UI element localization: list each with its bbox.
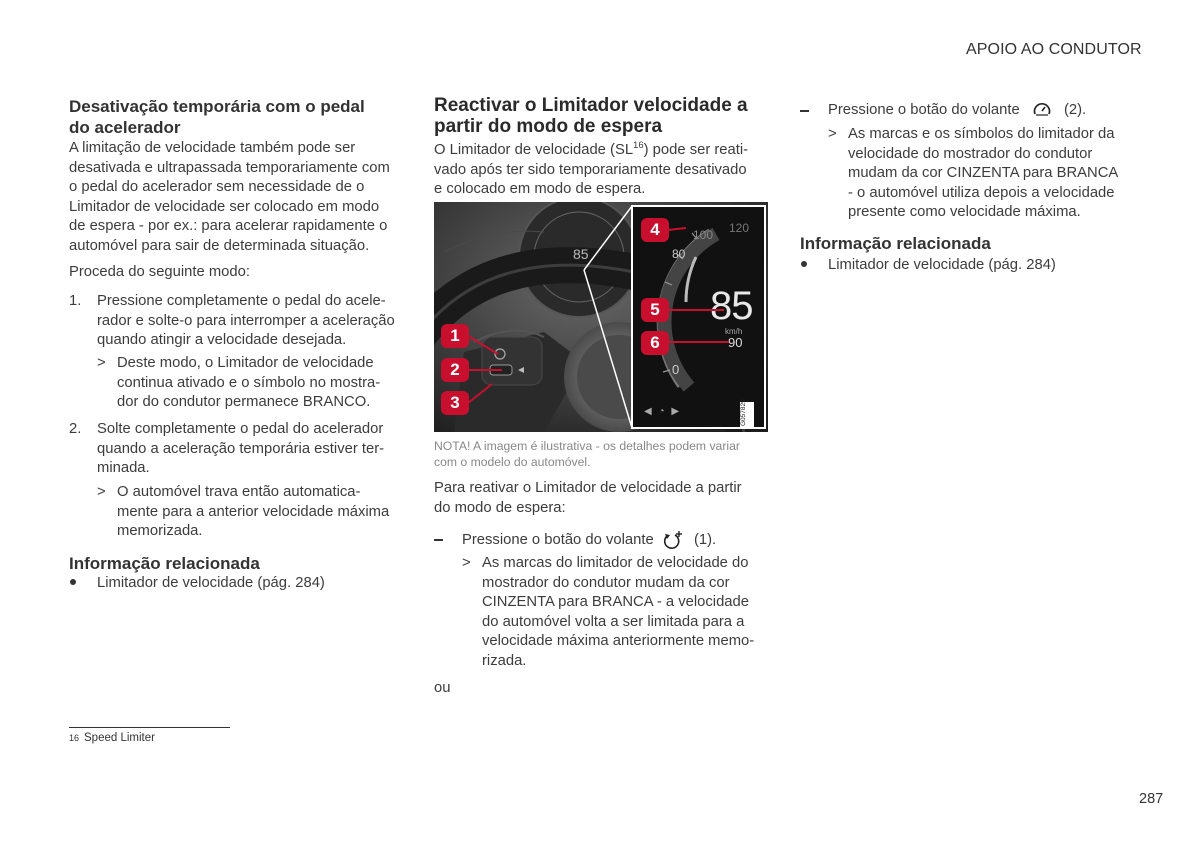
- text-line: desativada e ultrapassada temporariamente com: [69, 159, 390, 176]
- footnote: [69, 732, 155, 744]
- paragraph-intro: [69, 139, 404, 256]
- text-line: rizada.: [482, 652, 527, 669]
- scale-label-80: 80: [672, 247, 686, 261]
- paragraph-reactivate-intro: [434, 141, 770, 200]
- related-link-speed-limiter[interactable]: Limitador de velocidade (pág. 284): [828, 257, 1056, 273]
- text-line: - o automóvel utiliza depois a velocidade: [848, 184, 1115, 201]
- speed-readout: 85: [710, 284, 753, 328]
- text-line: dor do condutor permanece BRANCO.: [117, 394, 371, 410]
- footnote-text: Speed Limiter: [84, 732, 155, 744]
- result-marker: >: [828, 126, 837, 142]
- scale-label-90: 90: [728, 335, 743, 350]
- heading-line-1: Reactivar o Limitador velocidade a: [434, 95, 748, 116]
- arrow-left-icon: ◀: [644, 406, 652, 417]
- text-segment: Pressione o botão do volante: [462, 531, 654, 548]
- footnote-divider: [69, 727, 230, 728]
- text-line: mostrador do condutor mudam da cor: [482, 574, 730, 591]
- text-line: mente para a anterior velocidade máxima: [117, 503, 390, 520]
- text-line: presente como velocidade máxima.: [848, 204, 1081, 220]
- scale-label-100: 100: [693, 228, 714, 242]
- text-line: Pressione completamente o pedal do acele-: [97, 293, 386, 309]
- result-marker: >: [97, 484, 106, 500]
- related-link-speed-limiter[interactable]: Limitador de velocidade (pág. 284): [97, 575, 325, 591]
- or-text: ou: [434, 680, 451, 696]
- text-line: mudam da cor CINZENTA para BRANCA: [848, 165, 1119, 181]
- text-line: Deste modo, o Limitador de velocidade: [117, 355, 374, 371]
- result-marker: >: [97, 355, 106, 371]
- callout-4: 4: [641, 218, 669, 242]
- heading-line-2: partir do modo de espera: [434, 116, 663, 137]
- text-line: vado após ter sido temporariamente desativado: [434, 161, 747, 178]
- step-press-button-1: [462, 530, 762, 550]
- text-line: memorizada.: [117, 523, 203, 539]
- callout-lines: [434, 202, 768, 432]
- heading-accelerator-deactivation: [69, 96, 365, 138]
- section-title: APOIO AO CONDUTOR: [966, 41, 1142, 58]
- text-line: minada.: [97, 460, 150, 476]
- text-segment: Pressione o botão do volante: [828, 102, 1020, 118]
- callout-reference: (2).: [1063, 102, 1087, 118]
- text-line: Limitador de velocidade ser colocado em modo: [69, 198, 380, 215]
- text-line: quando a aceleração temporária estiver ter-: [97, 440, 385, 457]
- callout-6: 6: [641, 331, 669, 355]
- speed-limiter-icon: [1032, 101, 1052, 119]
- dash-marker: [800, 110, 809, 112]
- text-segment: ) pode ser reati-: [643, 142, 749, 158]
- text-line: NOTA! A imagem é ilustrativa - os detalhes podem variar: [434, 439, 740, 453]
- text-line: rador e solte-o para interromper a aceleração: [97, 312, 395, 329]
- bullet-icon: [801, 261, 807, 267]
- text-segment: O Limitador de velocidade (SL: [434, 142, 634, 158]
- scale-label-120: 120: [729, 221, 750, 235]
- text-line: o pedal do acelerador sem necessidade de o: [69, 179, 365, 195]
- text-line: CINZENTA para BRANCA - a velocidade: [482, 594, 749, 610]
- speed-unit: km/h: [725, 327, 743, 336]
- text-line: do modo de espera:: [434, 499, 566, 516]
- callout-2: 2: [441, 358, 469, 382]
- heading-line-1: Desativação temporária com o pedal: [69, 97, 365, 116]
- bullet-icon: [70, 579, 76, 585]
- cluster-speed-small: 85: [573, 246, 589, 262]
- scale-label-0: 0: [672, 362, 680, 377]
- text-line: Para reativar o Limitador de velocidade a partir: [434, 480, 742, 496]
- related-info-heading: Informação relacionada: [69, 554, 260, 573]
- text-line: automóvel para sair de determinada situação.: [69, 237, 370, 254]
- text-line: As marcas do limitador de velocidade do: [482, 555, 749, 571]
- callout-5: 5: [641, 298, 669, 322]
- paragraph-procedure: Proceda do seguinte modo:: [69, 264, 250, 280]
- resume-limiter-icon: [662, 530, 684, 550]
- page-number: 287: [1139, 791, 1164, 807]
- step-2-text: [97, 420, 407, 479]
- footnote-ref[interactable]: 16: [633, 140, 644, 152]
- heading-line-2: do acelerador: [69, 118, 181, 137]
- step-press-button-2-result: [848, 125, 1138, 223]
- text-line: Solte completamente o pedal do acelerador: [97, 421, 384, 437]
- text-line: quando atingir a velocidade desejada.: [97, 332, 347, 348]
- text-line: com o modelo do automóvel.: [434, 455, 591, 469]
- footnote-number: 16: [69, 733, 80, 743]
- step-2-result: [117, 483, 407, 542]
- heading-reactivate-limiter: [434, 95, 748, 137]
- text-line: e colocado em modo de espera.: [434, 181, 646, 197]
- text-line: As marcas e os símbolos do limitador da: [848, 126, 1115, 142]
- step-number: 2.: [69, 421, 82, 437]
- result-marker: >: [462, 555, 471, 571]
- text-line: velocidade do mostrador do condutor: [848, 145, 1093, 162]
- related-info-heading: Informação relacionada: [800, 234, 991, 253]
- step-1-text: [97, 292, 407, 351]
- ref-code: G057829: [740, 399, 747, 426]
- speed-limiter-icon: ◔: [658, 406, 665, 417]
- figure-caption: [434, 438, 740, 470]
- text-line: de espera - por ex.: para acelerar rapidamente o: [69, 218, 388, 234]
- arrow-right-icon: ▶: [671, 406, 680, 417]
- steering-wheel-display-illustration: [434, 202, 768, 432]
- callout-1: 1: [441, 324, 469, 348]
- dash-marker: [434, 539, 443, 541]
- step-1-result: [117, 354, 407, 413]
- text-line: O automóvel trava então automatica-: [117, 484, 361, 500]
- text-line: velocidade máxima anteriormente memo-: [482, 633, 755, 649]
- step-press-button-1-result: [482, 554, 772, 671]
- step-number: 1.: [69, 293, 82, 309]
- callout-reference: (1).: [693, 531, 717, 548]
- paragraph-reactivate: [434, 479, 770, 518]
- step-press-button-2: [828, 101, 1138, 121]
- text-line: continua ativado e o símbolo no mostra-: [117, 374, 381, 391]
- text-line: A limitação de velocidade também pode ser: [69, 140, 356, 156]
- text-line: do automóvel volta a ser limitada para a: [482, 613, 745, 630]
- callout-3: 3: [441, 391, 469, 415]
